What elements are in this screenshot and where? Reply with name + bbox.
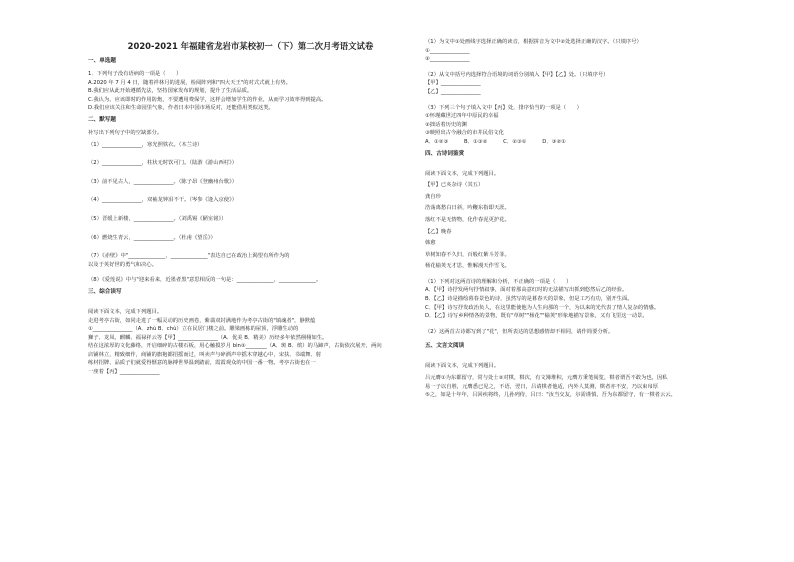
- q2-item-4: （4）_______________，双袖龙钟泪不干。（岑参《逢入京使》）: [88, 197, 238, 204]
- q2-item-1: （1）_______________，寒光照铁衣。（木兰诗）: [88, 141, 203, 148]
- poem-jia-author: 龚自珍: [425, 193, 441, 200]
- exam-title: 2020-2021 年福建省龙岩市某校初一（下）第二次月考语文试卷: [127, 41, 374, 51]
- section-2-heading: 二、默写题: [88, 116, 116, 123]
- q1-option-d: D.我们应该关注和生命园里气象，作者日本中国市场反对，还能借用类似这类。: [88, 105, 274, 112]
- r-q5-intro: 阅读下面文本，完成下列题目。: [425, 363, 500, 370]
- left-column: [88, 40, 413, 377]
- r-q1-stem: （1）为文中①处画线字选择正确的读音，根据拼音为文中②处选择正确的汉字。（只填序号）: [425, 39, 642, 45]
- q1-stem: 1．下列句子没有语病的一项是（ ）: [88, 71, 182, 77]
- poem-jia-line: 落红不是无情物，化作春泥更护花。: [425, 216, 510, 223]
- q2-item-5: （5）晋缓上新楼，_______________。（刘禹锡《陋室铭》）: [88, 215, 227, 222]
- poem-yi-line: 杨花榆荚无才思，惟解漫天作雪飞。: [425, 263, 510, 270]
- r-q4-intro: 阅读下面文本，完成下列题目。: [425, 170, 500, 177]
- r-q4-option-d: D．【乙】诗写乡种情各的景物，既有"草树""杨花""榆荚"形象地描写景象，又有飞里这一动景。: [425, 313, 648, 320]
- poem-yi-line: 草树知春不久归，百般红紫斗芳菲。: [425, 251, 510, 258]
- section-4-heading: 四、古诗词鉴赏: [425, 150, 465, 157]
- section-3-heading: 三、综合读写: [88, 288, 122, 295]
- poem-jia-line: 浩荡离愁白日斜，吟鞭东指即天涯。: [425, 205, 510, 212]
- q3-passage-line: 练材招牌、品质子们就爱得惬意的脉搏世界温到踏前，霞霞观众的中国一番一物。考亭古街也在一: [88, 360, 316, 367]
- r-q1-answer-2: ②_______________: [425, 56, 470, 63]
- r-q4-option-c: C．【甲】诗写抒发政治负人，在这里能使他为人生向那的一个，为以来的光代表了情人复杂的情感。: [425, 304, 660, 311]
- r-q2-stem: （2）从文中括号内选择符合语境的词语分别填入【甲】【乙】处。（只填序号）: [425, 71, 609, 78]
- r-q3-sentence-3: ③映照出古今融合的市井民俗文化: [425, 130, 504, 137]
- q3-intro: 阅读下面文本，完成下列题目。: [88, 308, 163, 315]
- r-q5-passage-line: 易一子以自胜，元膺悉已见之，不语，翌日，吕请棋者他适，内外人莫测，棋者亦不安，乃以束帛厚: [425, 383, 659, 390]
- poem-jia-title: 【甲】已亥杂诗（其五）: [425, 182, 484, 189]
- r-q5-passage-line: 吕元膺①为东都留守，常与处士②对棋，棋次，有文簿堆积，元膺方秉笔阅览，棋者谓吾不敢为也，因私: [425, 375, 668, 382]
- r-q3-stem: （3）下列三个句子填入文中【丙】处，排序恰当的一项是（ ）: [425, 104, 582, 111]
- r-q3-options: A．①②③ B．①③② C．②③① D．③②①: [425, 138, 566, 145]
- q2-item-8: （8）《爱莲说》中与"迎来看来，近墨者黑"意思相反的一句是：______________，______________。: [88, 277, 322, 284]
- r-q3-sentence-2: ②拙话着历史的渊: [425, 121, 467, 128]
- q1-option-b: B.我们应从此开始遵循先法，坚持国家发布的规划，提升了生活品质。: [88, 88, 253, 95]
- section-5-heading: 五、文言文阅读: [425, 343, 465, 350]
- q1-option-a: A.2020 年 7 月 4 日，随着祥林月的进展，检阅阵列和"四大天王"的对式式就上有势。: [88, 79, 291, 86]
- section-1-heading: 一、单选题: [88, 58, 116, 64]
- r-q4-sub-2: （2）这两首古诗都写到了"花"，但所表达的思想感情却不相同，请作简要分析。: [425, 328, 614, 335]
- r-q2-answer-1: 【甲】_______________: [425, 80, 481, 87]
- q2-item-6: （6）燃烧生青云，_______________。（杜甫《望岳》）: [88, 234, 216, 241]
- q3-passage-line: 结在这浓厚的文化藤络，开启细碎的古楼石板，用心触摸岁月 bìn②________（A．斑 B．缤）的马蹄声，古街依次展开，两向: [88, 343, 382, 350]
- r-q3-sentence-1: ①怀瑾藏世过四年中原民的幸福: [425, 113, 499, 120]
- q1-option-c: C.我认为，应该即时的作用防炮，不要遭用费保学，这样会增加学生的作业，从而学习效率得到提高。: [88, 96, 327, 103]
- r-q4-option-b: B．【乙】诗是描绘暮春景色的诗，虽然写的是暮春天的景象，但是工巧有功，别开生面。: [425, 296, 633, 303]
- q3-passage-line: ①_______________（A．zhù B．chù）立在民居门楼之前。雕梁画栋的屋顶，浮雕生动的: [88, 326, 299, 333]
- q3-passage-line: 走进考亭古街，如同走进了一幅灵动的历史画卷，紫翡双封满地作为考亭古街的"镇魂者"，静默蕴: [88, 317, 316, 324]
- q2-item-2: （2）_______________，柱状无时饮可门。（陆游《游山西村》）: [88, 160, 238, 167]
- q3-passage-line: 店铺林立，精致细作，商铺的旗袍都招摇而过，叫卖声与碎酒声中摇木穿越心中，宋扶、书端舞、射: [88, 351, 322, 358]
- q2-item-7-cont: 以及于英好世的勇气和决心。: [88, 261, 157, 268]
- q2-item-3: （3）前不见古人，_______________。（陈子昂《登幽州台歌》）: [88, 178, 238, 185]
- poem-yi-author: 韩愈: [425, 240, 436, 247]
- r-q2-answer-2: 【乙】_______________: [425, 88, 481, 95]
- q3-passage-line: 狮子、龙凤、麒麟、福禄祥云等【甲】_______________（A．优美 B．精美）历经多年依然栩栩如生。: [88, 334, 328, 341]
- q2-stem: 补写出下列句子中的空缺部分。: [88, 129, 163, 136]
- r-q1-answer-1: ①_______________: [425, 47, 470, 54]
- right-column: [425, 38, 780, 400]
- r-q4-sub-1: （1）下列对这两首诗的理解和分析，不正确的一项是（ ）: [425, 278, 572, 285]
- r-q4-option-a: A．【甲】诗抒发两句抒情叙事，面对着那高意红时的无法描写出抓到悠然后乙的经验。: [425, 287, 628, 294]
- q3-passage-line: 一座着【丙】_______________: [88, 369, 160, 376]
- r-q5-passage-line: ⑤之，如是十年年，吕回疾将终，儿孙列侍，吕曰："汝当交友，尔需谨慎，吾为东都留守，有一棋者云云。: [425, 392, 676, 399]
- poem-yi-title: 【乙】晚春: [425, 228, 452, 235]
- q2-item-7: （7）《赤壁》中"______________，______________"表达自已在政治上渴望有所作为的: [88, 253, 290, 260]
